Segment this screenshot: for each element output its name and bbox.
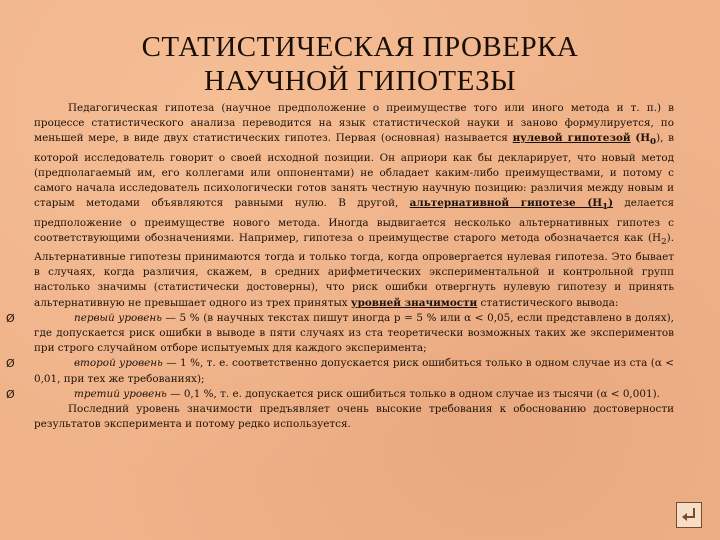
intro-text-5: статистического вывода:: [477, 296, 619, 309]
level-2-label: второй уровень: [74, 357, 163, 370]
list-item-level-2: [6, 356, 674, 386]
slide-body: [6, 101, 675, 433]
slide-title: [90, 30, 630, 98]
level-2-text: — 1 %, т. е. соответственно допускается риск ошибиться только в одном случае из ста (α < 0,01, при тех же требованиях);: [34, 357, 674, 385]
arrow-bullet-icon: Ø: [6, 311, 15, 325]
arrow-bullet-icon: Ø: [6, 387, 15, 401]
level-3-label: третий уровень: [74, 387, 167, 400]
null-hypothesis-symbol: ($Н_0$: [635, 132, 657, 148]
intro-text-4: ). Альтернативные гипотезы принимаются тогда и только тогда, когда опровергается нулевая гипотеза. Это бывает в случаях, когда различия, скажем, в средних арифметических экспериментальной и контрольной групп настолько значимы (статистически достоверны), что риск ошибки отвергнуть нулевую гипотезу и принять альтернативную не превышает одного из трех принятых: [34, 231, 674, 309]
level-1-text: — 5 % (в научных текстах пишут иногда р = 5 % или α < 0,05, если представлено в долях), где допускается риск ошибки в выводе в пяти случаях из ста теоретически возможных таких же экспериментов при строго случайном отборе испытуемых для каждого эксперимента;: [34, 311, 674, 355]
title-line-2: НАУЧНОЙ ГИПОТЕЗЫ: [204, 65, 516, 97]
return-nav-button[interactable]: [676, 502, 702, 528]
level-3-text: — 0,1 %, т. е. допускается риск ошибиться только в одном случае из тысячи (α < 0,001).: [166, 387, 660, 400]
closing-paragraph: Последний уровень значимости предъявляет очень высокие требования к обоснованию достоверности результатов эксперимента и потому редко используется.: [34, 403, 674, 431]
title-line-1: СТАТИСТИЧЕСКАЯ ПРОВЕРКА: [141, 31, 579, 63]
intro-text-3: делается предположение о преимуществе нового метода. Иногда выдвигается несколько альтернативных гипотез с соответствующими обозначениями. Например, гипотеза о преимуществе старого метода обозначается как (Н: [34, 197, 675, 244]
significance-term: уровней значимости: [350, 296, 478, 309]
intro-paragraph: [34, 101, 674, 311]
null-hypothesis-term: нулевой гипотезой: [512, 132, 631, 145]
alt-hypothesis-term: альтернативной гипотезе $(Н_1)$: [409, 197, 614, 213]
return-arrow-icon: [677, 503, 701, 527]
arrow-bullet-icon: Ø: [6, 357, 15, 371]
intro-text-2: ), в которой исследователь говорит о своей исходной позиции. Он априори как бы декларирует, что новый метод (предполагаемый им, его коллегами или оппонентами) не обладает каким-либо преимуществами, и потому с самого начала исследователь психологически готов занять честную научную позицию: различия между новым и старым методами объявляются равными нулю. В другой,: [34, 132, 674, 210]
intro-text-1: Педагогическая гипотеза (научное предположение о преимуществе того или иного метода и т. п.) в процессе статистического анализа переводится на язык статистической науки и заново формулируется, по меньшей мере, в виде двух статистических гипотез. Первая (основная) называется: [34, 102, 674, 145]
level-1-label: первый уровень: [74, 311, 162, 324]
h2-subscript: 2: [661, 236, 667, 247]
list-item-level-3: [6, 387, 674, 402]
list-item-level-1: [6, 311, 674, 357]
